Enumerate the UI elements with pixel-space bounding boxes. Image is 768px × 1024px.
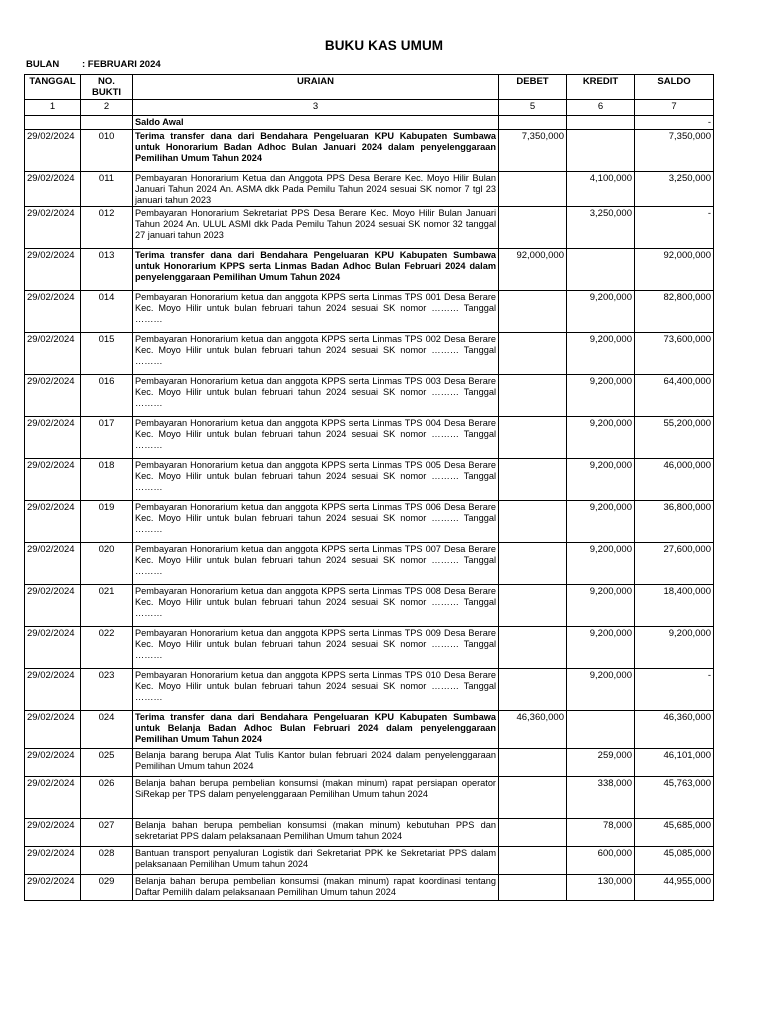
cell-uraian: Pembayaran Honorarium ketua dan anggota KPPS serta Linmas TPS 010 Desa Berare Kec. Moyo Hilir untuk bulan februari tahun 2024 sesuai SK nomor ……… Tanggal ……… [133, 669, 499, 711]
cell-tanggal: 29/02/2024 [25, 669, 81, 711]
cell-tanggal: 29/02/2024 [25, 543, 81, 585]
cell-debet: 92,000,000 [499, 249, 567, 291]
period-value: : FEBRUARI 2024 [82, 59, 161, 70]
cell-tanggal: 29/02/2024 [25, 875, 81, 901]
cell-tanggal: 29/02/2024 [25, 585, 81, 627]
cell-saldo: - [635, 207, 714, 249]
table-row [25, 711, 714, 749]
cell-tanggal: 29/02/2024 [25, 777, 81, 819]
cell-uraian: Saldo Awal [133, 116, 499, 130]
table-row [25, 819, 714, 847]
cell-debet [499, 777, 567, 819]
cell-tanggal: 29/02/2024 [25, 172, 81, 207]
cell-saldo: 46,101,000 [635, 749, 714, 777]
cell-saldo: 7,350,000 [635, 130, 714, 172]
cell-kredit: 9,200,000 [567, 543, 635, 585]
cell-bukti: 028 [81, 847, 133, 875]
col-number: 6 [567, 100, 635, 116]
table-row [25, 375, 714, 417]
cell-tanggal: 29/02/2024 [25, 711, 81, 749]
cell-uraian: Pembayaran Honorarium Sekretariat PPS Desa Berare Kec. Moyo Hilir Bulan Januari Tahun 2024 An. ULUL ASMI dkk Pada Pemilu Tahun 2024 sesuai SK nomor 32 tanggal 27 januari tahun 2023 [133, 207, 499, 249]
cell-debet [499, 172, 567, 207]
cell-saldo: 55,200,000 [635, 417, 714, 459]
cell-uraian: Pembayaran Honorarium Ketua dan Anggota PPS Desa Berare Kec. Moyo Hilir Bulan Januari Tahun 2024 An. ASMA dkk Pada Pemilu Tahun 2024 sesuai SK nomor 7 tgl 23 januari tahun 2023 [133, 172, 499, 207]
cell-tanggal: 29/02/2024 [25, 627, 81, 669]
cell-tanggal: 29/02/2024 [25, 207, 81, 249]
cell-debet [499, 749, 567, 777]
table-row [25, 130, 714, 172]
cell-tanggal: 29/02/2024 [25, 749, 81, 777]
cell-kredit [567, 711, 635, 749]
table-body [25, 116, 714, 901]
cell-debet [499, 417, 567, 459]
cell-kredit: 259,000 [567, 749, 635, 777]
cell-debet [499, 847, 567, 875]
cell-uraian: Terima transfer dana dari Bendahara Pengeluaran KPU Kabupaten Sumbawa untuk Honorarium Badan Adhoc Bulan Januari 2024 dalam penyelenggaraan Pemilihan Umum Tahun 2024 [133, 130, 499, 172]
document-title: BUKU KAS UMUM [324, 38, 444, 53]
cell-kredit: 9,200,000 [567, 627, 635, 669]
cell-saldo: 64,400,000 [635, 375, 714, 417]
cell-saldo: 44,955,000 [635, 875, 714, 901]
cell-saldo: 3,250,000 [635, 172, 714, 207]
cell-bukti: 016 [81, 375, 133, 417]
cell-debet [499, 669, 567, 711]
cell-bukti: 019 [81, 501, 133, 543]
cell-saldo: 18,400,000 [635, 585, 714, 627]
table-row [25, 291, 714, 333]
table-row [25, 172, 714, 207]
cell-debet [499, 627, 567, 669]
cell-uraian: Pembayaran Honorarium ketua dan anggota KPPS serta Linmas TPS 003 Desa Berare Kec. Moyo Hilir untuk bulan februari tahun 2024 sesuai SK nomor ……… Tanggal ……… [133, 375, 499, 417]
saldo-awal-row [25, 116, 714, 130]
cell-bukti: 018 [81, 459, 133, 501]
table-row [25, 333, 714, 375]
cell-kredit [567, 249, 635, 291]
cell-kredit: 130,000 [567, 875, 635, 901]
cell-bukti: 012 [81, 207, 133, 249]
cell-kredit [567, 130, 635, 172]
cell-bukti: 023 [81, 669, 133, 711]
cell-saldo: 45,763,000 [635, 777, 714, 819]
cell-tanggal: 29/02/2024 [25, 249, 81, 291]
col-number: 5 [499, 100, 567, 116]
cell-tanggal [25, 116, 81, 130]
cell-tanggal: 29/02/2024 [25, 501, 81, 543]
cell-kredit: 3,250,000 [567, 207, 635, 249]
cell-debet [499, 459, 567, 501]
cell-uraian: Pembayaran Honorarium ketua dan anggota KPPS serta Linmas TPS 001 Desa Berare Kec. Moyo Hilir untuk bulan februari tahun 2024 sesuai SK nomor ……… Tanggal ……… [133, 291, 499, 333]
cell-tanggal: 29/02/2024 [25, 333, 81, 375]
cell-debet [499, 875, 567, 901]
cell-tanggal: 29/02/2024 [25, 819, 81, 847]
col-header-uraian: URAIAN [133, 75, 499, 100]
table-row [25, 669, 714, 711]
table-row [25, 585, 714, 627]
cell-saldo: - [635, 116, 714, 130]
cell-saldo: 9,200,000 [635, 627, 714, 669]
table-row [25, 749, 714, 777]
cell-uraian: Pembayaran Honorarium ketua dan anggota KPPS serta Linmas TPS 008 Desa Berare Kec. Moyo Hilir untuk bulan februari tahun 2024 sesuai SK nomor ……… Tanggal ……… [133, 585, 499, 627]
period-line [26, 59, 161, 70]
cell-saldo: 46,000,000 [635, 459, 714, 501]
cell-debet [499, 585, 567, 627]
cell-kredit: 9,200,000 [567, 417, 635, 459]
table-row [25, 459, 714, 501]
cell-uraian: Pembayaran Honorarium ketua dan anggota KPPS serta Linmas TPS 009 Desa Berare Kec. Moyo Hilir untuk bulan februari tahun 2024 sesuai SK nomor ……… Tanggal ……… [133, 627, 499, 669]
cell-kredit: 9,200,000 [567, 459, 635, 501]
cell-saldo: - [635, 669, 714, 711]
cell-saldo: 36,800,000 [635, 501, 714, 543]
cell-kredit: 9,200,000 [567, 501, 635, 543]
col-header-tanggal: TANGGAL [25, 75, 81, 100]
cash-book-table [24, 74, 714, 901]
cell-saldo: 45,685,000 [635, 819, 714, 847]
cell-kredit: 9,200,000 [567, 291, 635, 333]
cell-tanggal: 29/02/2024 [25, 375, 81, 417]
cell-bukti: 014 [81, 291, 133, 333]
cell-tanggal: 29/02/2024 [25, 291, 81, 333]
cell-tanggal: 29/02/2024 [25, 847, 81, 875]
cell-kredit: 4,100,000 [567, 172, 635, 207]
table-row [25, 249, 714, 291]
cell-uraian: Pembayaran Honorarium ketua dan anggota KPPS serta Linmas TPS 002 Desa Berare Kec. Moyo Hilir untuk bulan februari tahun 2024 sesuai SK nomor ……… Tanggal ……… [133, 333, 499, 375]
cell-kredit: 9,200,000 [567, 585, 635, 627]
cell-saldo: 92,000,000 [635, 249, 714, 291]
cell-debet [499, 501, 567, 543]
cell-bukti: 010 [81, 130, 133, 172]
cell-bukti: 026 [81, 777, 133, 819]
cell-debet [499, 375, 567, 417]
col-number: 1 [25, 100, 81, 116]
col-number: 7 [635, 100, 714, 116]
cell-debet [499, 116, 567, 130]
cell-kredit: 9,200,000 [567, 333, 635, 375]
cell-kredit: 9,200,000 [567, 375, 635, 417]
cell-kredit: 78,000 [567, 819, 635, 847]
cell-debet [499, 291, 567, 333]
cell-uraian: Belanja barang berupa Alat Tulis Kantor bulan februari 2024 dalam penyelenggaraan Pemilihan Umum tahun 2024 [133, 749, 499, 777]
cell-saldo: 45,085,000 [635, 847, 714, 875]
period-label: BULAN [26, 59, 60, 70]
cell-kredit: 9,200,000 [567, 669, 635, 711]
cell-kredit [567, 116, 635, 130]
cell-debet: 7,350,000 [499, 130, 567, 172]
cell-bukti: 013 [81, 249, 133, 291]
cell-uraian: Pembayaran Honorarium ketua dan anggota KPPS serta Linmas TPS 006 Desa Berare Kec. Moyo Hilir untuk bulan februari tahun 2024 sesuai SK nomor ……… Tanggal ……… [133, 501, 499, 543]
cell-saldo: 82,800,000 [635, 291, 714, 333]
cell-bukti: 025 [81, 749, 133, 777]
cell-kredit: 600,000 [567, 847, 635, 875]
cell-debet [499, 543, 567, 585]
table-row [25, 875, 714, 901]
cell-bukti: 027 [81, 819, 133, 847]
cell-bukti: 022 [81, 627, 133, 669]
cell-bukti [81, 116, 133, 130]
col-header-kredit: KREDIT [567, 75, 635, 100]
cell-saldo: 27,600,000 [635, 543, 714, 585]
cell-debet: 46,360,000 [499, 711, 567, 749]
table-row [25, 627, 714, 669]
cell-tanggal: 29/02/2024 [25, 417, 81, 459]
cell-tanggal: 29/02/2024 [25, 130, 81, 172]
cell-uraian: Terima transfer dana dari Bendahara Pengeluaran KPU Kabupaten Sumbawa untuk Honorarium KPPS serta Linmas Badan Adhoc Bulan Februari 2024 dalam penyelenggaraan Pemilihan Umum Tahun 2024 [133, 249, 499, 291]
col-header-saldo: SALDO [635, 75, 714, 100]
table-row [25, 777, 714, 819]
cell-uraian: Bantuan transport penyaluran Logistik dari Sekretariat PPK ke Sekretariat PPS dalam pelaksanaan Pemilihan Umum tahun 2024 [133, 847, 499, 875]
cell-saldo: 73,600,000 [635, 333, 714, 375]
col-number: 3 [133, 100, 499, 116]
table-row [25, 847, 714, 875]
cell-saldo: 46,360,000 [635, 711, 714, 749]
cell-bukti: 021 [81, 585, 133, 627]
cell-bukti: 024 [81, 711, 133, 749]
cell-kredit: 338,000 [567, 777, 635, 819]
table-row [25, 543, 714, 585]
cell-bukti: 017 [81, 417, 133, 459]
cell-debet [499, 333, 567, 375]
col-number: 2 [81, 100, 133, 116]
cell-bukti: 020 [81, 543, 133, 585]
table-row [25, 417, 714, 459]
table-row [25, 207, 714, 249]
cell-bukti: 015 [81, 333, 133, 375]
cell-bukti: 029 [81, 875, 133, 901]
cell-debet [499, 207, 567, 249]
cell-bukti: 011 [81, 172, 133, 207]
cell-uraian: Pembayaran Honorarium ketua dan anggota KPPS serta Linmas TPS 005 Desa Berare Kec. Moyo Hilir untuk bulan februari tahun 2024 sesuai SK nomor ……… Tanggal ……… [133, 459, 499, 501]
cell-uraian: Belanja bahan berupa pembelian konsumsi (makan minum) kebutuhan PPS dan sekretariat PPS dalam pelaksanaan Pemilihan Umum tahun 2024 [133, 819, 499, 847]
table-row [25, 501, 714, 543]
cell-uraian: Terima transfer dana dari Bendahara Pengeluaran KPU Kabupaten Sumbawa untuk Belanja Badan Adhoc Bulan Februari 2024 dalam penyelenggaraan Pemilihan Umum Tahun 2024 [133, 711, 499, 749]
cell-uraian: Pembayaran Honorarium ketua dan anggota KPPS serta Linmas TPS 004 Desa Berare Kec. Moyo Hilir untuk bulan februari tahun 2024 sesuai SK nomor ……… Tanggal ……… [133, 417, 499, 459]
cell-uraian: Belanja bahan berupa pembelian konsumsi (makan minum) rapat persiapan operator SiRekap per TPS dalam penyelenggaraan Pemilihan Umum tahun 2024 [133, 777, 499, 819]
col-header-no-bukti: NO. BUKTI [81, 75, 133, 100]
cell-tanggal: 29/02/2024 [25, 459, 81, 501]
column-number-row [25, 100, 714, 116]
cell-debet [499, 819, 567, 847]
col-header-debet: DEBET [499, 75, 567, 100]
cell-uraian: Belanja bahan berupa pembelian konsumsi (makan minum) rapat koordinasi tentang Daftar Pemilih dalam pelaksanaan Pemilihan Umum tahun 2024 [133, 875, 499, 901]
cell-uraian: Pembayaran Honorarium ketua dan anggota KPPS serta Linmas TPS 007 Desa Berare Kec. Moyo Hilir untuk bulan februari tahun 2024 sesuai SK nomor ……… Tanggal ……… [133, 543, 499, 585]
header-row [25, 75, 714, 100]
